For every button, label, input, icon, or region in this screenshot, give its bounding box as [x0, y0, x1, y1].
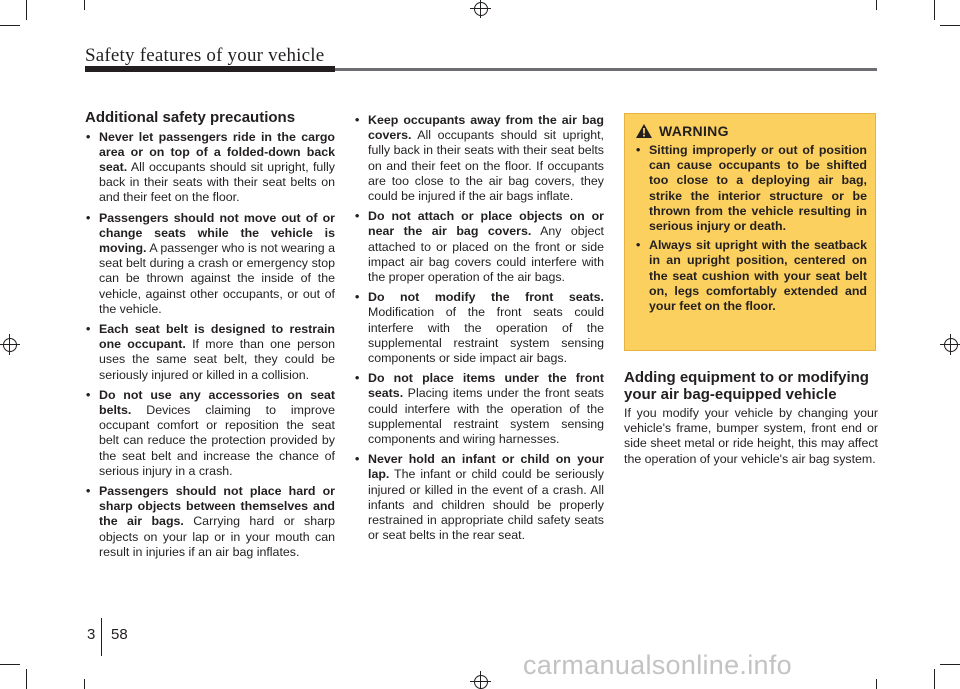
list-item: • Do not modify the front seats. Modification of the front seats could interfere with the operation of the supplemental restraint system sensing components or side impact air bags.	[354, 290, 604, 366]
list-item: • Do not use any accessories on seat belts. Devices claiming to improve occupant comfort or reposition the seat belt can reduce the protection provided by the seat belt and increase the chance of serious injury in a crash.	[85, 388, 335, 479]
page-header-title: Safety features of your vehicle	[85, 45, 325, 66]
header-bar	[85, 66, 335, 72]
list-item: • Do not place items under the front seats. Placing items under the front seats could interfere with the operation of the supplemental restraint system sensing components and wiring harnesses.	[354, 371, 604, 447]
section-heading-additional-precautions: Additional safety precautions	[85, 109, 296, 126]
list-item: • Sitting improperly or out of position can cause occupants to be shifted too close to a deploying air bag, strike the interior structure or be thrown from the vehicle resulting in serious injury or death.	[635, 143, 867, 234]
warning-header	[635, 123, 867, 139]
list-item: • Never let passengers ride in the cargo area or on top of a folded-down back seat. All occupants should sit upright, fully back in their seats with their seat belts on and their feet on the floor.	[85, 130, 335, 206]
warning-title: WARNING	[659, 123, 729, 139]
section-heading-adding-equipment: Adding equipment to or modifying your air bag-equipped vehicle	[624, 369, 869, 403]
warning-box	[624, 113, 876, 351]
list-item: • Never hold an infant or child on your lap. The infant or child could be seriously injured or killed in the event of a crash. All infants and children should be properly restrained in appropriate child safety seats or seat belts in the rear seat.	[354, 452, 604, 543]
precautions-list-continued	[354, 113, 604, 543]
list-item: • Passengers should not move out of or change seats while the vehicle is moving. A passenger who is not wearing a seat belt during a crash or emergency stop can be thrown against the inside of the vehicle, against other occupants, or out of the vehicle.	[85, 211, 335, 317]
warning-triangle-icon	[635, 123, 653, 139]
watermark: carmanualsonline.info	[523, 650, 792, 680]
list-item: • Do not attach or place objects on or near the air bag covers. Any object attached to or placed on the front or side impact air bag covers could interfere with the proper operation of the air bags.	[354, 209, 604, 285]
paragraph: If you modify your vehicle by changing your vehicle's frame, bumper system, front end or side sheet metal or ride height, this may affect the operation of your vehicle's air bag system.	[624, 406, 878, 466]
list-item: • Keep occupants away from the air bag covers. All occupants should sit upright, fully back in their seats with their seat belts on and their feet on the floor. If occupants are too close to the air bag covers, they could be injured if the air bags inflate.	[354, 113, 604, 204]
column-right	[624, 370, 878, 467]
precautions-list	[85, 130, 335, 560]
page-number-divider	[101, 618, 102, 656]
list-item: • Each seat belt is designed to restrain one occupant. If more than one person uses the same seat belt, they could be seriously injured or killed in a collision.	[85, 322, 335, 383]
section-number: 3	[87, 626, 96, 643]
column-left	[85, 110, 335, 565]
column-middle	[354, 113, 604, 548]
list-item: • Passengers should not place hard or sharp objects between themselves and the air bags. Carrying hard or sharp objects on your lap or in your mouth can result in injuries if an air bag inflates.	[85, 484, 335, 560]
warning-list	[635, 143, 867, 314]
page-number: 58	[111, 626, 128, 643]
list-item: • Always sit upright with the seatback in an upright position, centered on the seat cushion with your seat belt on, legs comfortably extended and your feet on the floor.	[635, 238, 867, 314]
